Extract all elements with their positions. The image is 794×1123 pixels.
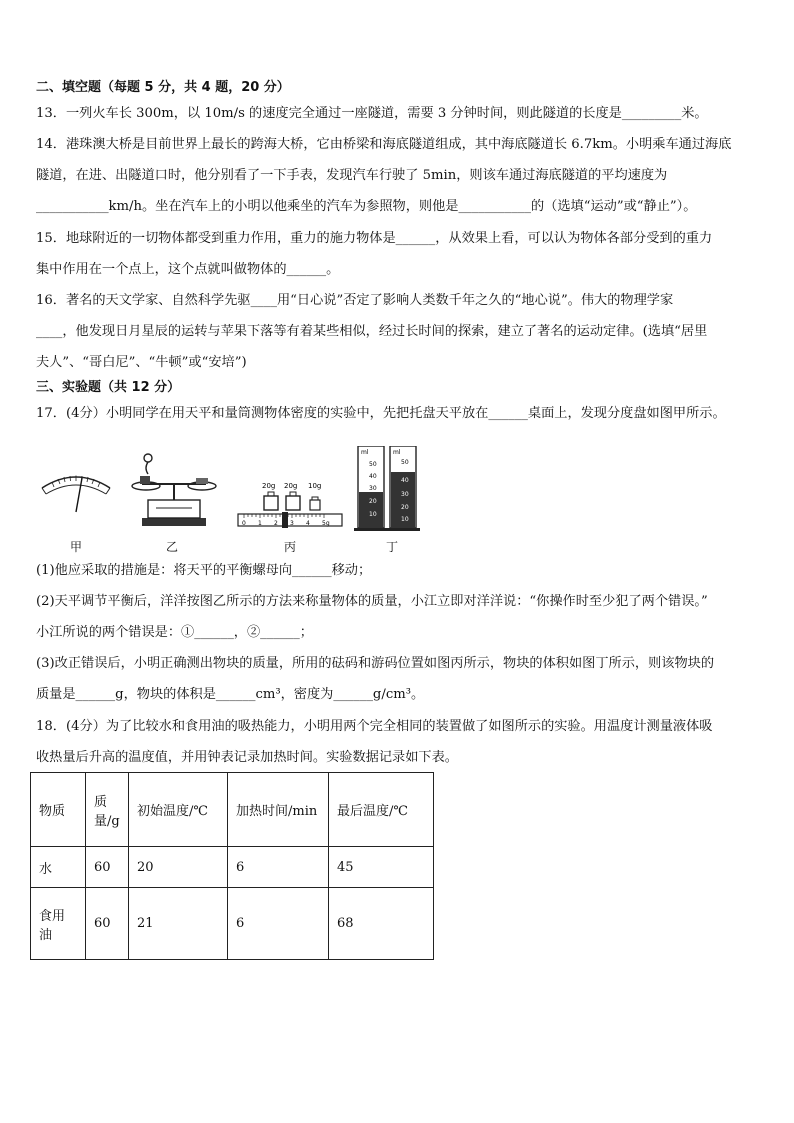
table-header-cell: 最后温度/℃ [329, 773, 434, 847]
cyl1-tick-30: 30 [369, 485, 377, 492]
question-14-line3: ___________km/h。坐在汽车上的小明以他乘坐的汽车为参照物，则他是___________的（选填“运动”或“静止”）。 [36, 199, 697, 214]
caption-ding: 丁 [386, 540, 399, 554]
weight-label-1: 20g [262, 482, 276, 490]
question-14-line1: 14．港珠澳大桥是目前世界上最长的跨海大桥，它由桥梁和海底隧道组成，其中海底隧道长 6.7km。小明乘车通过海底 [36, 137, 732, 152]
weight-label-2: 20g [284, 482, 298, 490]
ruler-tick-4: 4 [306, 520, 310, 527]
table-cell: 68 [329, 888, 434, 960]
table-cell: 20 [129, 847, 228, 888]
section2-heading: 二、填空题（每题 5 分，共 4 题，20 分） [36, 80, 290, 95]
experiment-figure [36, 446, 456, 556]
question-14-line2: 隧道，在进、出隧道口时，他分别看了一下手表，发现汽车行驶了 5min，则该车通过海底隧道的平均速度为 [36, 168, 668, 183]
ruler-tick-2: 2 [274, 520, 278, 527]
cyl1-unit: ml [361, 449, 369, 456]
question-15-line2: 集中作用在一个点上，这个点就叫做物体的______。 [36, 262, 340, 277]
table-cell: 21 [129, 888, 228, 960]
table-header-cell: 物质 [31, 773, 86, 847]
cyl1-tick-10: 10 [369, 511, 377, 518]
ruler-tick-0: 0 [242, 520, 246, 527]
question-17-part3-line2: 质量是______g，物块的体积是______cm³，密度为______g/cm³。 [36, 687, 425, 702]
cyl2-tick-20: 20 [401, 504, 409, 511]
caption-jia: 甲 [70, 540, 83, 554]
table-header-cell: 加热时间/min [228, 773, 329, 847]
data-table [30, 772, 434, 960]
weight-label-3: 10g [308, 482, 322, 490]
question-17-part3-line1: (3)改正错误后，小明正确测出物块的质量，所用的砝码和游码位置如图丙所示，物块的体积如图丁所示，则该物块的 [36, 656, 715, 671]
table-cell: 6 [228, 847, 329, 888]
table-header-cell: 质量/g [86, 773, 129, 847]
table-cell: 食用油 [31, 888, 86, 960]
cyl2-unit: ml [393, 449, 401, 456]
cyl1-tick-20: 20 [369, 498, 377, 505]
table-cell: 60 [86, 847, 129, 888]
cyl2-tick-30: 30 [401, 491, 409, 498]
weights-icon [262, 482, 321, 510]
cyl1-tick-40: 40 [369, 473, 377, 480]
table-cell: 60 [86, 888, 129, 960]
dial-indicator-icon [42, 476, 110, 513]
table-row [31, 888, 434, 960]
question-15-line1: 15．地球附近的一切物体都受到重力作用，重力的施力物体是______，从效果上看，可以认为物体各部分受到的重力 [36, 231, 713, 246]
section3-heading: 三、实验题（共 12 分） [36, 380, 181, 395]
question-18-line1: 18．(4分）为了比较水和食用油的吸热能力，小明用两个完全相同的装置做了如图所示的实验。用温度计测量液体吸 [36, 719, 713, 734]
table-header-row [31, 773, 434, 847]
caption-yi: 乙 [166, 540, 179, 554]
question-17-part1: (1)他应采取的措施是：将天平的平衡螺母向______移动； [36, 563, 372, 578]
rider-ruler-icon [238, 512, 342, 528]
table-row [31, 847, 434, 888]
question-17-intro: 17．(4分）小明同学在用天平和量筒测物体密度的实验中，先把托盘天平放在______桌面上，发现分度盘如图甲所示。 [36, 406, 726, 421]
table-cell: 45 [329, 847, 434, 888]
cyl2-tick-10: 10 [401, 516, 409, 523]
ruler-tick-5: 5g [322, 520, 330, 527]
ruler-tick-1: 1 [258, 520, 262, 527]
caption-bing: 丙 [284, 540, 297, 554]
cyl2-tick-40: 40 [401, 477, 409, 484]
question-16-line1: 16．著名的天文学家、自然科学先驱____用“日心说”否定了影响人类数千年之久的“地心说”。伟大的物理学家 [36, 293, 674, 308]
question-16-line2: ____，他发现日月星辰的运转与苹果下落等有着某些相似，经过长时间的探索，建立了著名的运动定律。(选填“居里 [36, 324, 708, 339]
cyl1-tick-50: 50 [369, 461, 377, 468]
question-17-part2-line2: 小江所说的两个错误是：①______，②______； [36, 625, 313, 640]
table-header-cell: 初始温度/℃ [129, 773, 228, 847]
cyl2-tick-50: 50 [401, 459, 409, 466]
ruler-tick-3: 3 [290, 520, 294, 527]
question-18-line2: 收热量后升高的温度值，并用钟表记录加热时间。实验数据记录如下表。 [36, 750, 458, 765]
question-13: 13．一列火车长 300m，以 10m/s 的速度完全通过一座隧道，需要 3 分钟时间，则此隧道的长度是_________米。 [36, 106, 708, 121]
measuring-cylinder-2-icon [386, 446, 420, 531]
table-cell: 水 [31, 847, 86, 888]
question-16-line3: 夫人”、“哥白尼”、“牛顿”或“安培”) [36, 355, 247, 370]
table-cell: 6 [228, 888, 329, 960]
measuring-cylinder-1-icon [354, 446, 388, 531]
question-17-part2-line1: (2)天平调节平衡后，洋洋按图乙所示的方法来称量物体的质量，小江立即对洋洋说：“你操作时至少犯了两个错误。” [36, 594, 708, 609]
balance-scale-icon [132, 454, 216, 526]
